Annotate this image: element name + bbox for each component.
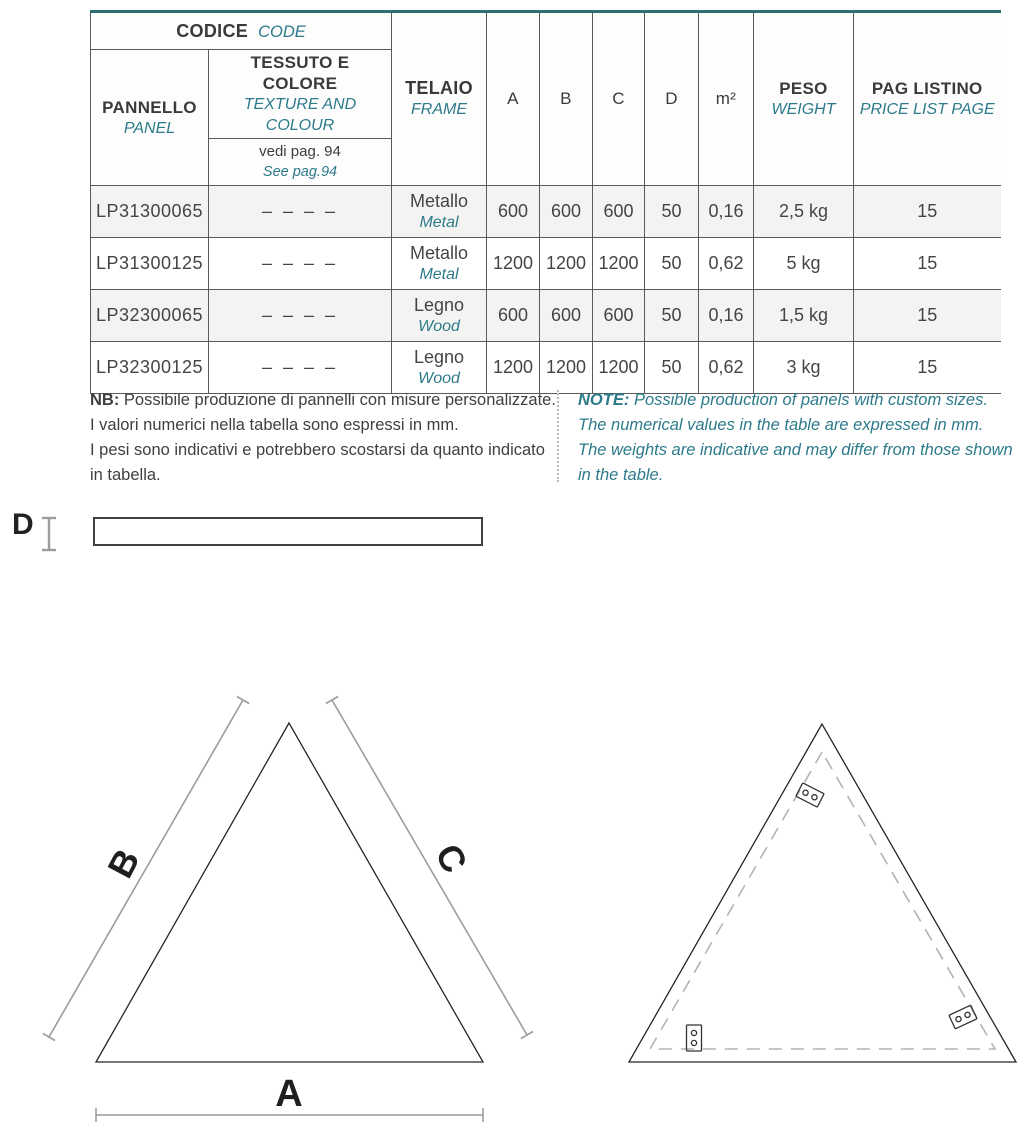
peso-label-en: WEIGHT [771,101,836,118]
frame-en: Wood [418,317,460,335]
dim-c: 600 [593,186,645,238]
frame-cell [392,290,487,342]
dimension-line-c [326,697,533,1039]
weight: 3 kg [754,342,854,394]
area-m2: 0,16 [699,290,754,342]
header-tessuto [209,50,392,139]
dim-a: 600 [487,290,540,342]
nb-line [90,388,558,413]
price-list-page: 15 [854,238,1001,290]
dim-d: 50 [645,238,699,290]
note-line [578,388,1020,413]
frame-it: Metallo [409,190,469,211]
price-list-page: 15 [854,290,1001,342]
triangle-outline [96,723,483,1062]
frame-it: Legno [413,346,465,367]
tessuto-label-it: TESSUTO E COLORE [250,53,350,93]
texture-placeholder: – – – – [209,186,392,238]
frame-cell [392,342,487,394]
area-m2: 0,16 [699,186,754,238]
tessuto-label-en: TEXTURE AND COLOUR [243,96,357,134]
frame-cell [392,186,487,238]
texture-placeholder: – – – – [209,342,392,394]
panel-diagrams [0,680,1022,1129]
texture-placeholder: – – – – [209,238,392,290]
header-pannello [91,50,209,186]
table-row [91,290,1001,342]
dim-d: 50 [645,290,699,342]
dimension-d-label: D [12,508,34,541]
weight: 2,5 kg [754,186,854,238]
frame-it: Metallo [409,242,469,263]
header-telaio [392,12,487,186]
pannello-label-en: PANEL [123,119,176,137]
header-col-b: B [540,12,593,186]
frame-en: Metal [419,213,459,231]
table-row [91,186,1001,238]
nb-sentence-2: I valori numerici nella tabella sono espressi in mm. [90,416,459,434]
dim-c: 1200 [593,342,645,394]
panel-code: LP31300065 [91,186,209,238]
header-vedi-pag [209,139,392,186]
frame-en: Wood [418,369,460,387]
texture-placeholder: – – – – [209,290,392,342]
panel-spec-table [90,10,1001,394]
price-list-page: 15 [854,186,1001,238]
note-italian [90,388,558,488]
dim-c: 600 [593,290,645,342]
note-label: NOTE: [578,391,630,409]
nb-sentence-3: I pesi sono indicativi e potrebbero scostarsi da quanto indicato in tabella. [90,441,545,484]
nb-label: NB: [90,391,120,409]
panel-code: LP32300065 [91,290,209,342]
codice-label-en: CODE [258,22,306,41]
table-row [91,238,1001,290]
header-col-c: C [593,12,645,186]
telaio-label-en: FRAME [411,101,467,118]
mounting-bracket-icon [949,1005,977,1029]
header-codice [91,12,392,50]
dim-d: 50 [645,186,699,238]
note-sentence-2: The numerical values in the table are expressed in mm. [578,416,984,434]
dim-a: 1200 [487,342,540,394]
dimension-tick-icon [38,512,60,556]
header-peso [754,12,854,186]
header-pag-listino [854,12,1001,186]
area-m2: 0,62 [699,342,754,394]
vedi-label-en: See pag.94 [262,164,338,180]
peso-label-it: PESO [779,79,828,98]
dim-b: 1200 [540,238,593,290]
pag-label-it: PAG LISTINO [871,79,983,98]
panel-code: LP32300125 [91,342,209,394]
pag-label-en: PRICE LIST PAGE [859,101,995,118]
dim-b: 600 [540,290,593,342]
vedi-label-it: vedi pag. 94 [259,143,341,160]
pannello-label-it: PANNELLO [102,97,197,117]
codice-label-it: CODICE [176,20,249,41]
area-m2: 0,62 [699,238,754,290]
dim-c: 1200 [593,238,645,290]
panel-code: LP31300125 [91,238,209,290]
dim-a: 1200 [487,238,540,290]
weight: 1,5 kg [754,290,854,342]
dotted-divider [557,390,559,482]
side-a-label: A [275,1073,303,1115]
frame-it: Legno [413,294,465,315]
header-col-a: A [487,12,540,186]
rear-view-triangle [629,724,1016,1062]
note-sentence-1: Possible production of panels with custom sizes. [633,391,988,409]
mounting-bracket-icon [687,1025,702,1051]
telaio-label-it: TELAIO [405,78,473,98]
front-view-triangle [43,697,533,1123]
dim-b: 1200 [540,342,593,394]
dim-b: 600 [540,186,593,238]
note-sentence-3: The weights are indicative and may differ from those shown in the table. [578,441,1013,484]
frame-en: Metal [419,265,459,283]
dim-a: 600 [487,186,540,238]
side-b-label: B [99,842,148,885]
note-english [578,388,1020,488]
side-c-label: C [427,837,476,880]
header-col-d: D [645,12,699,186]
frame-cell [392,238,487,290]
dim-d: 50 [645,342,699,394]
dimension-line-b [43,697,249,1041]
panel-side-view [93,517,483,546]
price-list-page: 15 [854,342,1001,394]
table-row [91,342,1001,394]
nb-sentence-1: Possibile produzione di pannelli con misure personalizzate. [123,391,556,409]
weight: 5 kg [754,238,854,290]
header-col-m2: m² [699,12,754,186]
mounting-bracket-icon [796,783,824,807]
